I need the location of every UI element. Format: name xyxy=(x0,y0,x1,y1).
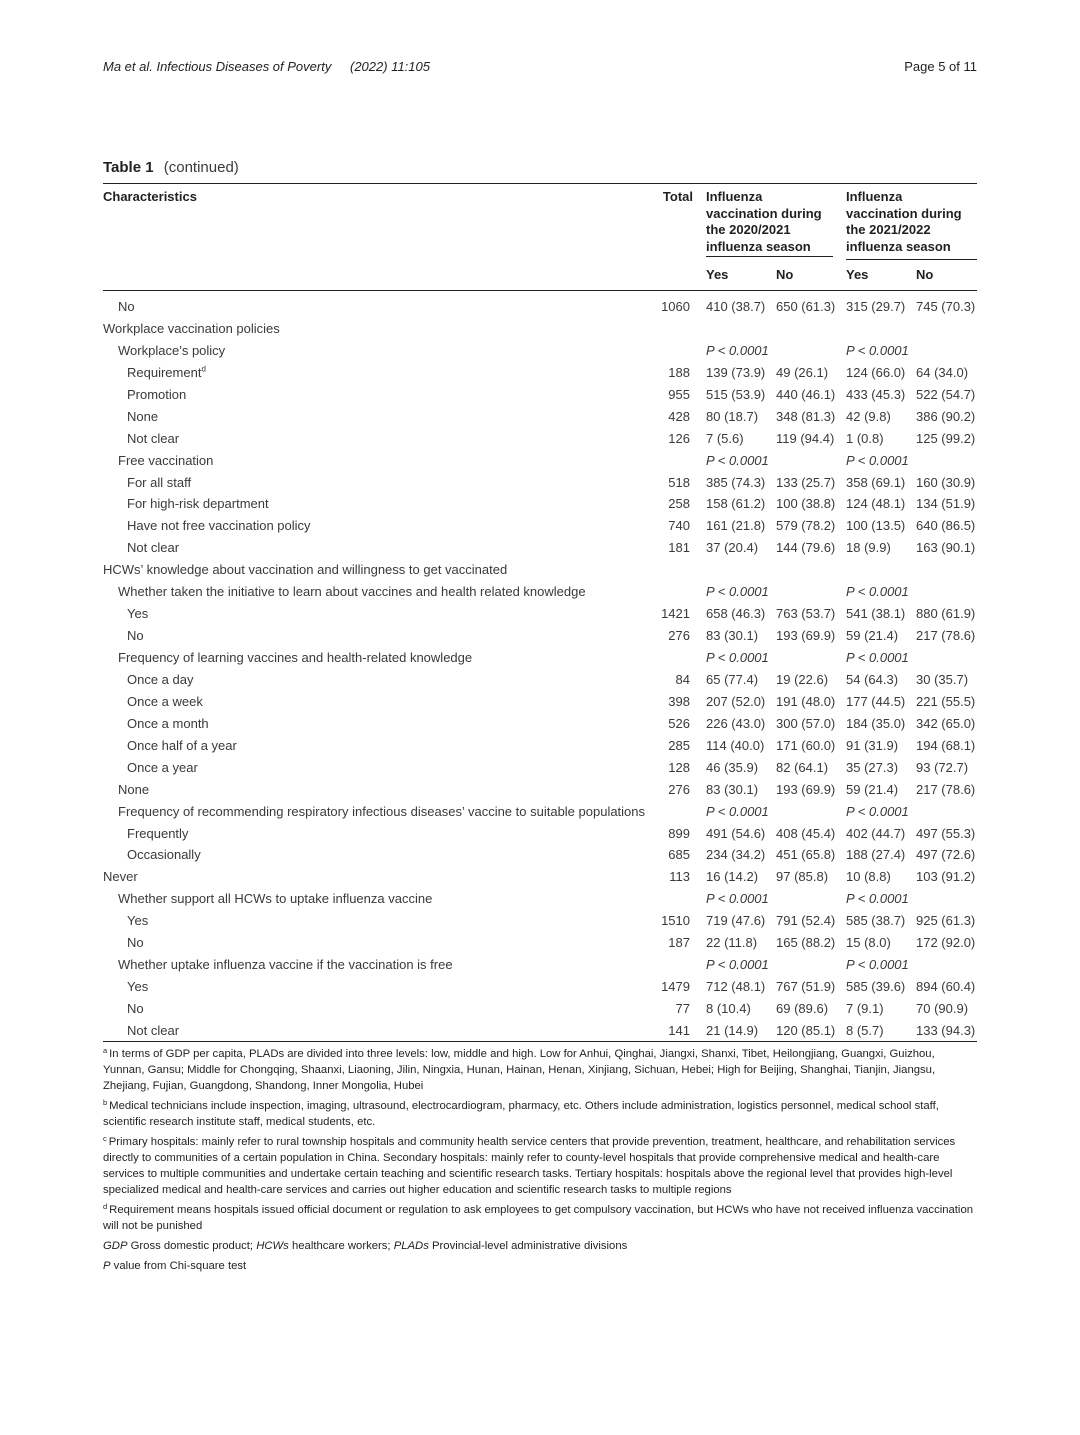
table-row xyxy=(103,406,977,428)
no-2020-cell: 193 (69.9) xyxy=(776,781,836,797)
no-2020-cell: 579 (78.2) xyxy=(776,518,836,534)
yes-2020-cell: 8 (10.4) xyxy=(706,1001,751,1016)
row-label: No xyxy=(127,628,144,644)
no-2020-cell: 763 (53.7) xyxy=(776,606,836,622)
no-2020-cell: 451 (65.8) xyxy=(776,847,836,863)
no-2020-cell: 144 (79.6) xyxy=(776,540,836,556)
yes-2020-cell: 658 (46.3) xyxy=(706,606,766,622)
yes-2021-cell: 42 (9.8) xyxy=(846,408,891,424)
footnote-mark: d xyxy=(103,1202,108,1211)
no-2020-cell: 69 (89.6) xyxy=(776,1001,829,1016)
table-row xyxy=(103,493,977,515)
no-2020-cell: 348 (81.3) xyxy=(776,408,836,424)
yes-2021-cell: 100 (13.5) xyxy=(846,518,906,534)
table-row xyxy=(103,669,977,691)
no-2021-cell: 217 (78.6) xyxy=(916,628,976,644)
yes-2021-cell: 541 (38.1) xyxy=(846,606,906,622)
total-cell: 84 xyxy=(675,671,690,687)
pvalue-symbol: P xyxy=(103,1260,111,1272)
total-cell: 113 xyxy=(669,869,690,885)
yes-2021-cell: 18 (9.9) xyxy=(846,540,891,556)
running-head xyxy=(103,59,977,77)
no-2021-cell: 894 (60.4) xyxy=(916,979,976,995)
footnote-b xyxy=(103,1098,977,1130)
p-value-2020: P < 0.0001 xyxy=(706,803,769,819)
no-2020-cell: 440 (46.1) xyxy=(776,386,836,402)
yes-2021-cell: 59 (21.4) xyxy=(846,781,899,797)
row-label: Frequency of learning vaccines and health-related knowledge xyxy=(118,650,473,665)
row-label: No xyxy=(118,299,135,314)
total-cell: 188 xyxy=(668,364,690,380)
table-row xyxy=(103,866,977,888)
yes-2020-cell: 226 (43.0) xyxy=(706,715,766,731)
table-row xyxy=(103,647,977,669)
header-yes-2021: Yes xyxy=(846,267,869,282)
total-cell: 1510 xyxy=(661,913,690,929)
yes-2021-cell: 585 (38.7) xyxy=(846,913,906,929)
yes-2020-cell: 207 (52.0) xyxy=(706,693,766,709)
no-2020-cell: 191 (48.0) xyxy=(776,693,836,709)
p-value-2021: P < 0.0001 xyxy=(846,650,909,665)
row-label: Frequently xyxy=(127,825,189,841)
no-2020-cell: 49 (26.1) xyxy=(776,364,829,380)
total-cell: 518 xyxy=(668,474,690,490)
p-value-2021: P < 0.0001 xyxy=(846,803,909,819)
table-caption xyxy=(103,159,239,176)
table-row xyxy=(103,362,977,384)
header-total: Total xyxy=(662,189,693,204)
yes-2021-cell: 124 (66.0) xyxy=(846,364,906,380)
no-2020-cell: 650 (61.3) xyxy=(776,299,836,314)
no-2021-cell: 134 (51.9) xyxy=(916,496,976,512)
abbr-hcws: HCWs xyxy=(256,1240,289,1252)
row-label: Frequency of recommending respiratory infectious diseases’ vaccine to suitable populations xyxy=(118,803,646,819)
yes-2021-cell: 35 (27.3) xyxy=(846,759,899,775)
footnote-c xyxy=(103,1134,977,1198)
table-row xyxy=(103,296,977,318)
p-value-2021: P < 0.0001 xyxy=(846,584,909,600)
total-cell: 181 xyxy=(668,540,690,556)
total-cell: 1479 xyxy=(661,979,690,995)
season1-subrule xyxy=(706,256,833,257)
no-2020-cell: 791 (52.4) xyxy=(776,913,836,929)
yes-2021-cell: 54 (64.3) xyxy=(846,671,899,687)
no-2020-cell: 133 (25.7) xyxy=(776,474,836,490)
table-row xyxy=(103,559,977,581)
yes-2020-cell: 515 (53.9) xyxy=(706,386,766,402)
row-label: Requirement$^d$ xyxy=(127,364,206,380)
yes-2020-cell: 65 (77.4) xyxy=(706,671,759,687)
table-row xyxy=(103,581,977,603)
yes-2020-cell: 114 (40.0) xyxy=(706,737,765,753)
row-label: For all staff xyxy=(127,474,192,490)
table-row xyxy=(103,1020,977,1042)
footnote-mark: a xyxy=(103,1046,108,1055)
yes-2021-cell: 59 (21.4) xyxy=(846,628,899,644)
row-label: Workplace vaccination policies xyxy=(103,320,280,336)
table-row xyxy=(103,625,977,647)
table-bottom-rule xyxy=(103,1041,977,1042)
abbr-plads: PLADs xyxy=(393,1240,429,1252)
yes-2021-cell: 91 (31.9) xyxy=(846,737,899,753)
no-2021-cell: 93 (72.7) xyxy=(916,759,969,775)
footnote-text: Primary hospitals: mainly refer to rural township hospitals and community health service centers that provide prevention, treatment, healthcare, and rehabilitation services directly to communities of a certain population in China. Secondary hospitals: mainly refer to county-level hospitals that provide comprehensive medical and health-care services to multiple communities and undertake certain teaching and scientific research tasks. Tertiary hospitals: hospitals above the regional level that provides high-level specialized medical and health-care services and carries out higher education and scientific research tasks to multiple regions xyxy=(103,1136,956,1196)
header-yes-2020: Yes xyxy=(706,267,729,282)
footnote-text: Medical technicians include inspection, imaging, ultrasound, electrocardiogram, pharmacy, etc. Others include administration, logistics personnel, medical school staff, scientific research institute staff, medical students, etc. xyxy=(103,1100,939,1128)
no-2021-cell: 30 (35.7) xyxy=(916,671,969,687)
yes-2020-cell: 22 (11.8) xyxy=(706,935,758,951)
table-continued: (continued) xyxy=(163,159,239,176)
table-row xyxy=(103,844,977,866)
row-label: Not clear xyxy=(127,540,180,556)
season2-subrule xyxy=(846,259,977,260)
yes-2021-cell: 1 (0.8) xyxy=(846,430,884,446)
row-label: None xyxy=(127,408,159,424)
row-label: Once a year xyxy=(127,759,198,775)
header-no-2021: No xyxy=(916,267,934,282)
table-row xyxy=(103,910,977,932)
no-2021-cell: 342 (65.0) xyxy=(916,715,976,731)
total-cell: 398 xyxy=(668,693,690,709)
yes-2021-cell: 7 (9.1) xyxy=(846,1001,884,1016)
yes-2021-cell: 177 (44.5) xyxy=(846,693,906,709)
p-value-2020: P < 0.0001 xyxy=(706,584,769,600)
yes-2020-cell: 410 (38.7) xyxy=(706,299,766,314)
p-value-2021: P < 0.0001 xyxy=(846,342,909,358)
row-label: None xyxy=(118,781,150,797)
total-cell: 128 xyxy=(668,759,690,775)
no-2020-cell: 100 (38.8) xyxy=(776,496,836,512)
footnote-pvalue xyxy=(103,1258,977,1274)
no-2021-cell: 160 (30.9) xyxy=(916,474,976,490)
footnote-mark: c xyxy=(103,1134,107,1143)
no-2021-cell: 640 (86.5) xyxy=(916,518,976,534)
footnote-a xyxy=(103,1046,977,1094)
row-label: Free vaccination xyxy=(118,452,214,468)
yes-2020-cell: 139 (73.9) xyxy=(706,364,766,380)
row-label: Not clear xyxy=(127,1022,180,1038)
footnote-ref: d xyxy=(201,364,206,374)
row-label: Whether uptake influenza vaccine if the vaccination is free xyxy=(118,957,453,973)
no-2020-cell: 171 (60.0) xyxy=(776,737,836,753)
no-2020-cell: 300 (57.0) xyxy=(776,715,836,731)
no-2020-cell: 119 (94.4) xyxy=(776,430,835,446)
table-row xyxy=(103,428,977,450)
table-row xyxy=(103,450,977,472)
abbr-plads-def: Provincial-level administrative divisions xyxy=(428,1240,628,1252)
p-value-2020: P < 0.0001 xyxy=(706,891,769,907)
table-row xyxy=(103,779,977,801)
total-cell: 955 xyxy=(668,386,690,402)
yes-2020-cell: 21 (14.9) xyxy=(706,1022,759,1038)
p-value-2021: P < 0.0001 xyxy=(846,957,909,973)
no-2021-cell: 194 (68.1) xyxy=(916,737,976,753)
yes-2020-cell: 719 (47.6) xyxy=(706,913,766,929)
yes-2021-cell: 315 (29.7) xyxy=(846,299,906,314)
table-footnotes xyxy=(103,1046,977,1278)
total-cell: 187 xyxy=(668,935,690,951)
journal-citation: Ma et al. Infectious Diseases of Poverty xyxy=(103,59,332,74)
no-2020-cell: 82 (64.1) xyxy=(776,759,829,775)
table-row xyxy=(103,384,977,406)
table-row xyxy=(103,823,977,845)
table-label: Table 1 xyxy=(103,159,154,176)
row-label: Once a day xyxy=(127,671,194,687)
header-season-2021-2022: Influenza vaccination during the 2021/2022 influenza season xyxy=(846,189,962,254)
p-value-2020: P < 0.0001 xyxy=(706,650,769,665)
abbr-gdp: GDP xyxy=(103,1240,128,1252)
yes-2020-cell: 83 (30.1) xyxy=(706,628,759,644)
row-label: Never xyxy=(103,869,138,885)
no-2021-cell: 125 (99.2) xyxy=(916,430,976,446)
year-issue: (2022) 11:105 xyxy=(350,59,430,74)
no-2021-cell: 925 (61.3) xyxy=(916,913,976,929)
no-2021-cell: 497 (55.3) xyxy=(916,825,976,841)
no-2021-cell: 386 (90.2) xyxy=(916,408,976,424)
row-label: Whether taken the initiative to learn about vaccines and health related knowledge xyxy=(118,584,586,600)
total-cell: 1060 xyxy=(661,299,690,314)
no-2021-cell: 70 (90.9) xyxy=(916,1001,969,1016)
total-cell: 276 xyxy=(668,781,690,797)
no-2020-cell: 193 (69.9) xyxy=(776,628,836,644)
row-label: No xyxy=(127,935,144,951)
yes-2021-cell: 8 (5.7) xyxy=(846,1022,884,1038)
yes-2020-cell: 491 (54.6) xyxy=(706,825,766,841)
yes-2020-cell: 234 (34.2) xyxy=(706,847,766,863)
yes-2020-cell: 37 (20.4) xyxy=(706,540,759,556)
row-label: Once half of a year xyxy=(127,737,237,753)
header-characteristics: Characteristics xyxy=(103,189,197,204)
row-label: For high-risk department xyxy=(127,496,269,512)
yes-2020-cell: 712 (48.1) xyxy=(706,979,766,995)
table-row xyxy=(103,976,977,998)
no-2021-cell: 163 (90.1) xyxy=(916,540,976,556)
table-row xyxy=(103,472,977,494)
header-season-2020-2021: Influenza vaccination during the 2020/2021 influenza season xyxy=(706,189,822,254)
p-value-2020: P < 0.0001 xyxy=(706,342,769,358)
footnote-abbreviations xyxy=(103,1238,977,1254)
yes-2020-cell: 7 (5.6) xyxy=(706,430,744,446)
total-cell: 428 xyxy=(668,408,690,424)
row-label: Yes xyxy=(127,606,149,622)
row-label: Once a week xyxy=(127,693,203,709)
no-2021-cell: 172 (92.0) xyxy=(916,935,976,951)
row-label: Workplace’s policy xyxy=(118,342,226,358)
footnote-text: Requirement means hospitals issued official document or regulation to ask employees to get compulsory vaccination, but HCWs who have not received influenza vaccination will not be punished xyxy=(103,1204,974,1232)
no-2021-cell: 880 (61.9) xyxy=(916,606,976,622)
row-label: Yes xyxy=(127,913,149,929)
abbr-hcws-def: healthcare workers; xyxy=(288,1240,394,1252)
total-cell: 899 xyxy=(668,825,690,841)
total-cell: 285 xyxy=(668,737,690,753)
no-2021-cell: 133 (94.3) xyxy=(916,1022,976,1038)
row-label: HCWs’ knowledge about vaccination and willingness to get vaccinated xyxy=(103,562,508,578)
pvalue-text: value from Chi-square test xyxy=(110,1260,247,1272)
total-cell: 526 xyxy=(668,715,690,731)
page-number: Page 5 of 11 xyxy=(904,59,977,74)
yes-2020-cell: 158 (61.2) xyxy=(706,496,766,512)
no-2020-cell: 767 (51.9) xyxy=(776,979,836,995)
no-2020-cell: 165 (88.2) xyxy=(776,935,836,951)
yes-2020-cell: 46 (35.9) xyxy=(706,759,759,775)
no-2020-cell: 120 (85.1) xyxy=(776,1022,836,1038)
table-row xyxy=(103,998,977,1020)
yes-2021-cell: 10 (8.8) xyxy=(846,869,891,885)
header-bottom-rule xyxy=(103,290,977,291)
table-row xyxy=(103,691,977,713)
no-2021-cell: 497 (72.6) xyxy=(916,847,976,863)
total-cell: 1421 xyxy=(661,606,690,622)
no-2020-cell: 408 (45.4) xyxy=(776,825,836,841)
table-row xyxy=(103,515,977,537)
row-label: Yes xyxy=(127,979,149,995)
footnote-mark: b xyxy=(103,1098,108,1107)
no-2020-cell: 19 (22.6) xyxy=(776,671,829,687)
p-value-2020: P < 0.0001 xyxy=(706,957,769,973)
yes-2020-cell: 80 (18.7) xyxy=(706,408,759,424)
total-cell: 276 xyxy=(668,628,690,644)
table-row xyxy=(103,932,977,954)
table-row xyxy=(103,888,977,910)
row-label: Whether support all HCWs to uptake influenza vaccine xyxy=(118,891,433,907)
no-2021-cell: 221 (55.5) xyxy=(916,693,976,709)
table-row xyxy=(103,340,977,362)
total-cell: 141 xyxy=(668,1022,690,1038)
no-2020-cell: 97 (85.8) xyxy=(776,869,829,885)
yes-2021-cell: 15 (8.0) xyxy=(846,935,891,951)
no-2021-cell: 64 (34.0) xyxy=(916,364,969,380)
header-no-2020: No xyxy=(776,267,794,282)
no-2021-cell: 217 (78.6) xyxy=(916,781,976,797)
table-top-rule xyxy=(103,183,977,184)
row-label: Not clear xyxy=(127,430,180,446)
total-cell: 126 xyxy=(668,430,690,446)
row-label: No xyxy=(127,1001,144,1016)
abbr-gdp-def: Gross domestic product; xyxy=(127,1240,257,1252)
row-label: Promotion xyxy=(127,386,187,402)
yes-2020-cell: 16 (14.2) xyxy=(706,869,759,885)
table-row xyxy=(103,537,977,559)
yes-2021-cell: 585 (39.6) xyxy=(846,979,906,995)
total-cell: 740 xyxy=(668,518,690,534)
footnote-d xyxy=(103,1202,977,1234)
total-cell: 77 xyxy=(675,1001,690,1016)
yes-2021-cell: 433 (45.3) xyxy=(846,386,906,402)
yes-2021-cell: 188 (27.4) xyxy=(846,847,906,863)
yes-2021-cell: 402 (44.7) xyxy=(846,825,906,841)
yes-2021-cell: 124 (48.1) xyxy=(846,496,906,512)
row-label: Occasionally xyxy=(127,847,201,863)
total-cell: 258 xyxy=(668,496,690,512)
p-value-2021: P < 0.0001 xyxy=(846,452,909,468)
yes-2020-cell: 83 (30.1) xyxy=(706,781,759,797)
table-row xyxy=(103,757,977,779)
footnote-text: In terms of GDP per capita, PLADs are divided into three levels: low, middle and high. Low for Anhui, Qinghai, Jiangxi, Shanxi, Tibet, Heilongjiang, Guangxi, Guizhou, Yunnan, Gansu; Middle for Chongqing, Shaanxi, Liaoning, Jilin, Ningxia, Hunan, Hainan, Henan, Xinjiang, Sichuan, Hebei; High for Beijing, Shanghai, Tianjin, Jiangsu, Zhejiang, Fujian, Guangdong, Shandong, Inner Mongolia, Hubei xyxy=(103,1048,936,1092)
table-row xyxy=(103,603,977,625)
table-row xyxy=(103,954,977,976)
no-2021-cell: 522 (54.7) xyxy=(916,386,976,402)
no-2021-cell: 745 (70.3) xyxy=(916,299,976,314)
table-row xyxy=(103,801,977,823)
table-row xyxy=(103,318,977,340)
total-cell: 685 xyxy=(668,847,690,863)
no-2021-cell: 103 (91.2) xyxy=(916,869,976,885)
table-body xyxy=(103,296,977,1042)
p-value-2020: P < 0.0001 xyxy=(706,452,769,468)
yes-2021-cell: 358 (69.1) xyxy=(846,474,906,490)
p-value-2021: P < 0.0001 xyxy=(846,891,909,907)
row-label: Have not free vaccination policy xyxy=(127,518,311,534)
yes-2020-cell: 161 (21.8) xyxy=(706,518,766,534)
table-row xyxy=(103,735,977,757)
yes-2021-cell: 184 (35.0) xyxy=(846,715,906,731)
table-row xyxy=(103,713,977,735)
row-label: Once a month xyxy=(127,715,209,731)
yes-2020-cell: 385 (74.3) xyxy=(706,474,766,490)
